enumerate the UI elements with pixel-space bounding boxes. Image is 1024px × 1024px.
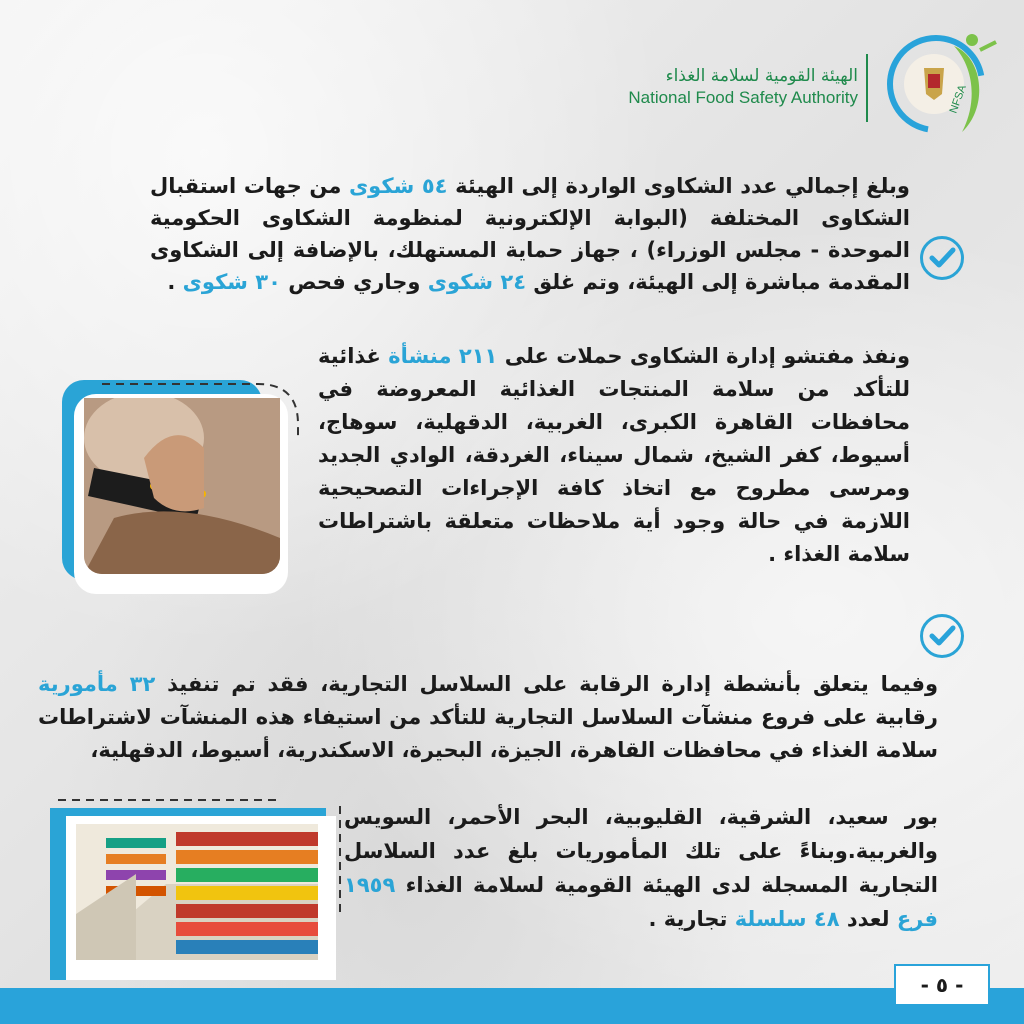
complaints-paragraph: وبلغ إجمالي عدد الشكاوى الواردة إلى الهيئة ٥٤ شكوى من جهات استقبال الشكاوى المختلفة (البوابة الإلكترونية لمنظومة الشكاوى الحكومية الموحدة - مجلس الوزراء) ، جهاز حماية المستهلك، بالإضافة إلى الشكاوى المقدمة مباشرة إلى الهيئة، وتم غلق ٢٤ شكوى وجاري فحص ٣٠ شكوى . xyxy=(150,174,910,294)
org-name-english: National Food Safety Authority xyxy=(628,88,858,107)
header-divider xyxy=(866,54,868,122)
registered-chains-paragraph: بور سعيد، الشرقية، القليوبية، البحر الأحمر، السويس والغربية.وبناءً على تلك المأموريات بلغ عدد السلاسل التجارية المسجلة لدى الهيئة القومية لسلامة الغذاء ١٩٥٩ فرع لعدد ٤٨ سلسلة تجارية . xyxy=(344,805,938,931)
page-number: - ٥ - xyxy=(894,964,990,1006)
footer-bar xyxy=(0,988,1024,1024)
commercial-chains-paragraph: وفيما يتعلق بأنشطة إدارة الرقابة على السلاسل التجارية، فقد تم تنفيذ ٣٢ مأمورية رقابية على فروع منشآت السلاسل التجارية للتأكد من استيفاء هذه المنشآت لاشتراطات سلامة الغذاء في محافظات القاهرة، الجيزة، البحيرة، الاسكندرية، أسيوط، الدقهلية، xyxy=(38,672,939,762)
svg-text:NFSA: NFSA xyxy=(947,83,969,116)
inspections-paragraph: ونفذ مفتشو إدارة الشكاوى حملات على ٢١١ منشأة غذائية للتأكد من سلامة المنتجات الغذائية المعروضة في محافظات القاهرة الكبرى، الغربية، الدقهلية، سوهاج، أسيوط، كفر الشيخ، شمال سيناء، الغردقة، الوادي الجديد ومرسى مطروح مع اتخاذ كافة الإجراءات التصحيحية اللازمة في حالة وجود أية ملاحظات متعلقة باشتراطات سلامة الغذاء . xyxy=(318,344,910,566)
check-circle-icon xyxy=(920,614,964,658)
check-circle-icon xyxy=(920,236,964,280)
org-name-arabic: الهيئة القومية لسلامة الغذاء xyxy=(665,66,858,86)
nfsa-logo xyxy=(884,28,1004,140)
